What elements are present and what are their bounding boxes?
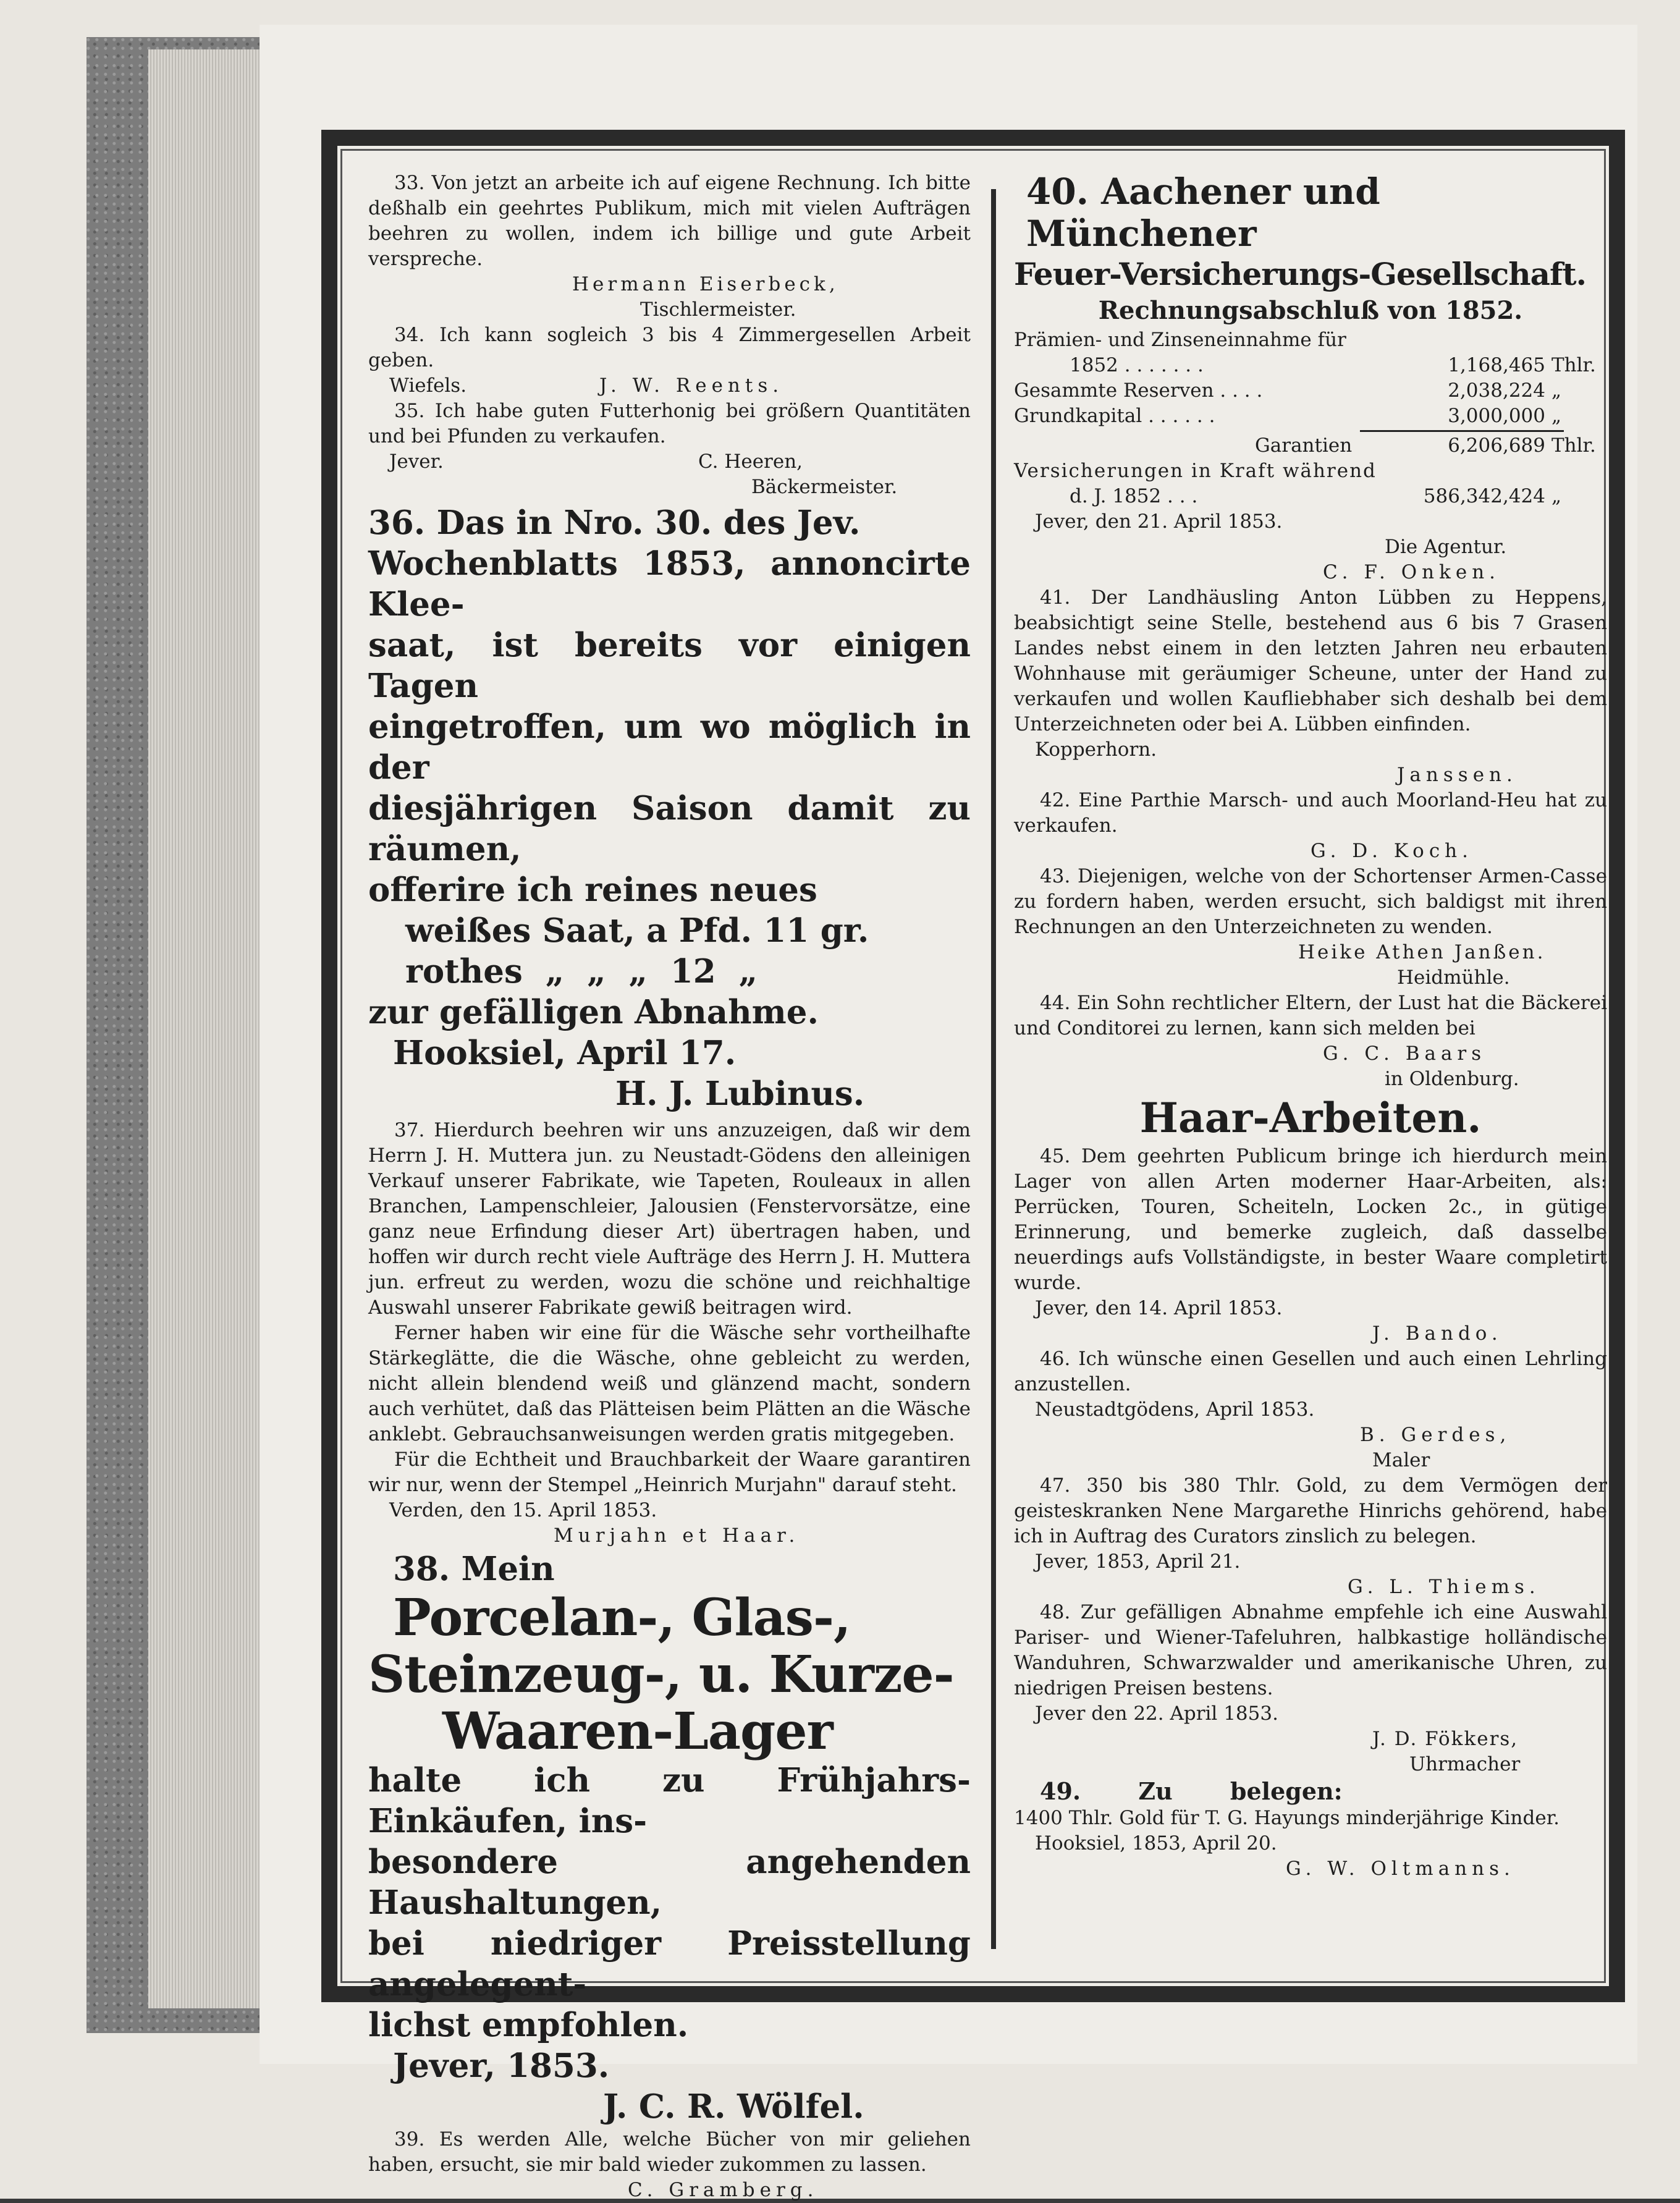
ad-45-headline: Haar-Arbeiten. [1139, 1094, 1482, 1142]
ad-37-text-3: Für die Echtheit und Brauchbarkeit der Waare garantiren wir nur, wenn der Stempel „Heinrich Murjahn" darauf steht. [368, 1448, 971, 1496]
ad-40-total-row [1014, 433, 1607, 459]
ad-40-row [1014, 328, 1607, 353]
ad-34-signature: J. W. Reents. [599, 374, 784, 397]
ad-38-place: Jever, 1853. [393, 2047, 610, 2085]
ad-36-line: Wochenblatts 1853, annoncirte Klee- [368, 544, 971, 624]
ad-37-text-1: 37. Hierdurch beehren wir uns anzuzeigen, daß wir dem Herrn J. H. Muttera jun. zu Neustadt-Gödens den alleinigen Verkauf unserer Fabrikate, wie Tapeten, Rouleaux in allen Branchen, Lampenschleier, Jalousien (Fenstervorsätze, eine ganz neue Erfindung dieser Art) übertragen haben, und hoffen wir durch recht viele Aufträge des Herrn J. H. Muttera jun. erfreut zu werden, wozu die schöne und reichhaltige Auswahl unserer Fabrikate gewiß beitragen wird. [368, 1119, 971, 1319]
ad-36-line: offerire ich reines neues [368, 871, 817, 909]
ad-43-place: Heidmühle. [1397, 966, 1510, 989]
ad-39-text: 39. Es werden Alle, welche Bücher von mir geliehen haben, ersucht, sie mir bald wieder zukommen zu lassen. [368, 2128, 971, 2176]
ad-41-text: 41. Der Landhäusling Anton Lübben zu Heppens, beabsichtigt seine Stelle, bestehend aus 6 bis 7 Grasen Landes nebst einem in den letzten Jahren neu erbauten Wohnhause mit geräumiger Scheune, unter der Hand zu verkaufen und wollen Kaufliebhaber sich deshalb bei dem Unterzeichneten oder bei A. Lübben einfinden. [1014, 586, 1607, 735]
ad-44-text: 44. Ein Sohn rechtlicher Eltern, der Lust hat die Bäckerei und Conditorei zu lernen, kann sich melden bei [1014, 992, 1607, 1039]
ad-41-place: Kopperhorn. [1035, 738, 1157, 761]
ad-48-title: Uhrmacher [1409, 1753, 1521, 1775]
ad-38-body-line: halte ich zu Frühjahrs-Einkäufen, ins- [368, 1761, 971, 1840]
ad-40-signature: C. F. Onken. [1323, 561, 1501, 583]
ad-38-body-line: besondere angehenden Haushaltungen, [368, 1843, 971, 1922]
ad-40-total-value: 6,206,689 [1448, 434, 1545, 457]
ad-40-row-value: 3,000,000 [1448, 405, 1545, 427]
ad-38-headline-line: Waaren-Lager [442, 1702, 833, 1761]
ad-44-place: in Oldenburg. [1385, 1068, 1519, 1090]
ad-46-signature: B. Gerdes, [1360, 1424, 1511, 1446]
ad-40-row-value: 2,038,224 [1448, 379, 1545, 402]
ad-37-signature: Murjahn et Haar. [554, 1524, 800, 1547]
ad-38-intro: 38. Mein [393, 1550, 555, 1588]
ad-40-row-unit: „ [1551, 379, 1562, 402]
ad-45-signature: J. Bando. [1372, 1322, 1503, 1345]
ad-37-place-date: Verden, den 15. April 1853. [389, 1499, 657, 1521]
ad-45-place-date: Jever, den 14. April 1853. [1035, 1297, 1283, 1319]
ad-38-signature: J. C. R. Wölfel. [603, 2087, 864, 2126]
ad-35-title: Bäckermeister. [751, 476, 898, 498]
ad-38-body [368, 1760, 971, 2127]
ad-40-insurance-row [1014, 484, 1607, 509]
ad-36-line: 36. Das in Nro. 30. des Jev. [368, 504, 861, 542]
ad-38-headline-line: Steinzeug-, u. Kurze- [368, 1645, 954, 1704]
ad-38-body-line: bei niedriger Preisstellung angelegent- [368, 1924, 971, 2003]
ad-40-row-value: 1,168,465 [1448, 354, 1545, 376]
ad-37-text-2: Ferner haben wir eine für die Wäsche sehr vortheilhafte Stärkeglätte, die die Wäsche, ohne gebleicht zu werden, nicht allein blendend weiß und glänzend macht, sondern auch verhütet, daß das Plätteisen beim Plätten an die Wäsche anklebt. Gebrauchsanweisungen werden gratis mitgegeben. [368, 1322, 971, 1445]
ad-40-insurance-label: Versicherungen in Kraft während [1014, 460, 1377, 482]
ad-36-line: eingetroffen, um wo möglich in der [368, 708, 971, 787]
ad-35-text: 35. Ich habe guten Futterhonig bei größern Quantitäten und bei Pfunden zu verkaufen. [368, 400, 971, 447]
ad-43-signature: Heike Athen Janßen. [1298, 941, 1546, 963]
ad-47-text: 47. 350 bis 380 Thlr. Gold, zu dem Vermögen der geisteskranken Nene Margarethe Hinrichs gehörend, habe ich in Auftrag des Curators zinslich zu belegen. [1014, 1474, 1607, 1547]
ad-47-signature: G. L. Thiems. [1348, 1576, 1540, 1598]
ad-48-place-date: Jever den 22. April 1853. [1035, 1702, 1278, 1725]
ad-36-line: zur gefälligen Abnahme. [368, 993, 819, 1031]
ad-46-title: Maler [1372, 1449, 1430, 1471]
ad-40-insurance-unit: „ [1551, 485, 1562, 507]
ad-46-place-date: Neustadtgödens, April 1853. [1035, 1398, 1315, 1421]
advertisement-frame [321, 130, 1625, 2201]
ad-34-footer [368, 373, 971, 399]
ad-49-heading: 49. Zu belegen: [1040, 1777, 1343, 1805]
ad-35-place: Jever. [389, 450, 444, 473]
ad-42-signature: G. D. Koch. [1311, 840, 1473, 862]
ad-36-line: Hooksiel, April 17. [393, 1034, 737, 1072]
column-divider [991, 189, 996, 1949]
ad-48-text: 48. Zur gefälligen Abnahme empfehle ich eine Auswahl Pariser- und Wiener-Tafeluhren, halbkastige holländische Wanduhren, Schwarzwalder und amerikanische Uhren, zu niedrigen Preisen bestens. [1014, 1601, 1607, 1699]
ad-40-row-unit [1545, 328, 1607, 353]
ad-40-row-unit: „ [1551, 405, 1562, 427]
ad-33-title: Tischlermeister. [640, 298, 796, 321]
ad-40-subheading: Rechnungsabschluß von 1852. [1098, 296, 1523, 325]
ad-40-row-label: Grundkapital . . . . . . [1014, 405, 1215, 427]
ad-36-line: diesjährigen Saison damit zu räumen, [368, 789, 971, 868]
ad-34-text: 34. Ich kann sogleich 3 bis 4 Zimmergesellen Arbeit geben. [368, 324, 971, 371]
ad-34-place: Wiefels. [389, 374, 467, 397]
ad-35-signature: C. Heeren, [698, 450, 803, 473]
ad-40-row-value [1354, 328, 1545, 353]
ad-49-place-date: Hooksiel, 1853, April 20. [1035, 1832, 1277, 1854]
ad-42-text: 42. Eine Parthie Marsch- und auch Moorland-Heu hat zu verkaufen. [1014, 789, 1607, 837]
left-column [368, 171, 971, 2201]
ad-40-heading-1: 40. Aachener und Münchener [1026, 171, 1380, 255]
ad-33-signature: Hermann Eiserbeck, [572, 273, 839, 295]
ad-36-line: saat, ist bereits vor einigen Tagen [368, 626, 971, 705]
ad-36-signature: H. J. Lubinus. [615, 1075, 865, 1113]
ad-40-insurance-value: 586,342,424 [1423, 485, 1545, 507]
ad-39-signature: C. Gramberg. [628, 2179, 819, 2201]
ad-40-heading-2: Feuer-Versicherungs-Gesellschaft. [1014, 256, 1587, 292]
ad-43-text: 43. Diejenigen, welche von der Schortenser Armen-Casse zu fordern haben, werden ersucht, sich baldigst mit ihren Rechnungen an den Unterzeichneten zu wenden. [1014, 865, 1607, 938]
ad-40-row-label: Gesammte Reserven . . . . [1014, 379, 1263, 402]
ad-49-signature: G. W. Oltmanns. [1286, 1858, 1515, 1880]
ad-40-row-unit: Thlr. [1551, 354, 1596, 376]
ad-41-signature: Janssen. [1397, 764, 1517, 786]
ad-36-block [368, 502, 971, 1114]
ad-49-text: 1400 Thlr. Gold für T. G. Hayungs minderjährige Kinder. [1014, 1807, 1560, 1829]
page-edges [148, 49, 278, 2008]
ad-45-text: 45. Dem geehrten Publicum bringe ich hierdurch mein Lager von allen Arten moderner Haar-Arbeiten, als: Perrücken, Touren, Scheiteln, Locken 2c., in gütige Erinnerung, und bemerke zugleich, daß dasselbe neuerdings aufs Vollständigste, in bester Waare completirt wurde. [1014, 1145, 1607, 1294]
ad-40-row [1014, 378, 1607, 404]
ad-40-total-unit: Thlr. [1551, 434, 1596, 457]
ad-33-text: 33. Von jetzt an arbeite ich auf eigene Rechnung. Ich bitte deßhalb ein geehrtes Publikum, mich mit vielen Aufträgen beehren zu wollen, indem ich billige und gute Arbeit verspreche. [368, 172, 971, 270]
ad-40-insurance-label-2: d. J. 1852 . . . [1070, 485, 1198, 507]
ad-38-headline-line: Porcelan-, Glas-, [393, 1588, 851, 1647]
ad-36-line: rothes „ „ „ 12 „ [405, 952, 758, 991]
ad-40-row [1014, 353, 1607, 378]
ad-38-headline [368, 1589, 971, 1760]
right-column [1014, 171, 1607, 1961]
ad-47-place-date: Jever, 1853, April 21. [1035, 1550, 1241, 1573]
ad-40-row-label: 1852 . . . . . . . [1070, 354, 1204, 376]
ad-46-text: 46. Ich wünsche einen Gesellen und auch einen Lehrling anzustellen. [1014, 1348, 1607, 1395]
ad-40-row [1014, 404, 1607, 429]
ad-38-body-line: lichst empfohlen. [368, 2006, 689, 2044]
ad-40-row-label: Prämien- und Zinseneinnahme für [1014, 329, 1346, 351]
ad-44-signature: G. C. Baars [1323, 1042, 1487, 1065]
ad-35-footer [368, 449, 971, 475]
ad-48-signature: J. D. Fökkers, [1372, 1728, 1519, 1750]
ad-40-total-label: Garantien [1255, 434, 1353, 457]
ad-40-agency: Die Agentur. [1385, 536, 1507, 558]
sum-rule [1360, 430, 1564, 432]
ad-36-line: weißes Saat, a Pfd. 11 gr. [405, 911, 869, 950]
ad-40-place-date: Jever, den 21. April 1853. [1035, 510, 1283, 533]
